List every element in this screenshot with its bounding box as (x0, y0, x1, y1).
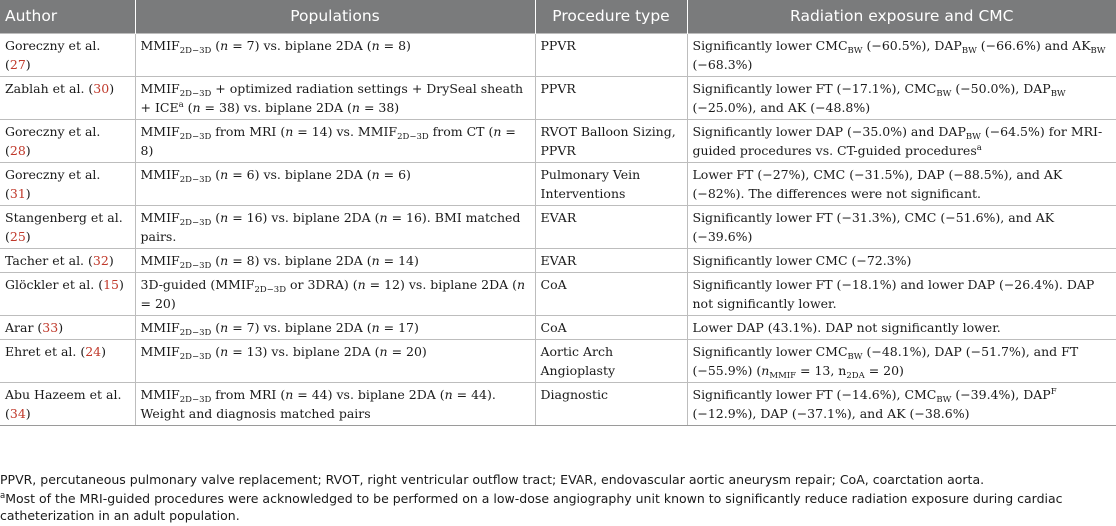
text-run: = 6) (379, 167, 411, 182)
author-cell (0, 273, 135, 316)
paren: ( (5, 57, 10, 72)
text-run: = 12) vs. biplane 2DA ( (365, 277, 518, 292)
paren: ( (76, 344, 86, 359)
radiation-exposure-cell (687, 340, 1116, 383)
text-run: n (379, 210, 388, 225)
radiation-exposure-cell (687, 383, 1116, 426)
table-row (0, 206, 1116, 249)
text-run: MMIF (140, 81, 180, 96)
populations-cell (135, 120, 535, 163)
text-run: n (351, 100, 360, 115)
table-row (0, 77, 1116, 120)
radiation-exposure-cell (687, 316, 1116, 340)
populations-cell (135, 163, 535, 206)
reference-link[interactable]: 25 (9, 229, 26, 244)
text-run: MMIF (140, 344, 180, 359)
text-run: n (493, 124, 502, 139)
text-run: = 7) vs. biplane 2DA ( (228, 320, 372, 335)
populations-cell (135, 206, 535, 249)
text-run: (−48.1%), DAP (−51.7%), and FT (−55.9%) ( (692, 344, 1079, 378)
text-run: n (220, 38, 229, 53)
paren: ) (25, 186, 31, 201)
text-run: n (220, 167, 229, 182)
text-run: = 20) (387, 344, 427, 359)
populations-cell (135, 273, 535, 316)
table-row (0, 340, 1116, 383)
text-run: Lower FT (−27%), CMC (−31.5%), DAP (−88.5%), and AK (−82%). The differences were not significant. (692, 167, 1063, 201)
reference-link[interactable]: 30 (93, 81, 110, 96)
radiation-exposure-cell (687, 163, 1116, 206)
paren: ) (101, 344, 107, 359)
reference-link[interactable]: 31 (9, 186, 26, 201)
text-run: n (371, 320, 380, 335)
author-name: Arar (5, 320, 34, 335)
text-run: Lower DAP (43.1%). DAP not significantly lower. (692, 320, 1001, 335)
paren: ) (119, 277, 124, 292)
paren: ) (25, 406, 31, 421)
radiation-exposure-cell (687, 34, 1116, 77)
text-run: = 17) (379, 320, 419, 335)
text-run: (−25.0%), and AK (−48.8%) (692, 100, 871, 115)
text-run: n (285, 387, 294, 402)
text-run: n (220, 320, 229, 335)
text-run: n (379, 344, 388, 359)
author-name: Ehret et al. (5, 344, 77, 359)
procedure-type-cell: CoA (535, 316, 687, 340)
text-run: = 13, n (796, 363, 847, 378)
subscript: BW (961, 46, 977, 56)
text-run: Significantly lower FT (−14.6%), CMC (692, 387, 937, 402)
header-radiation-exposure: Radiation exposure and CMC (687, 0, 1116, 34)
header-populations: Populations (135, 0, 535, 34)
text-run: = 16). BMI matched pairs. (140, 210, 521, 244)
text-run: MMIF (140, 167, 180, 182)
text-run: n (285, 124, 294, 139)
text-run: ( (211, 167, 221, 182)
reference-link[interactable]: 32 (92, 253, 109, 268)
text-run: Significantly lower FT (−31.3%), CMC (−51.6%), and AK (−39.6%) (692, 210, 1055, 244)
text-run: n (220, 210, 229, 225)
text-run: (−66.6%) and AK (976, 38, 1091, 53)
reference-link[interactable]: 33 (42, 320, 59, 335)
text-run: = 44) vs. biplane 2DA ( (293, 387, 445, 402)
subscript: 2D−3D (179, 46, 212, 56)
table-row (0, 163, 1116, 206)
author-cell (0, 383, 135, 426)
author-name: Tacher et al. (5, 253, 85, 268)
author-cell (0, 316, 135, 340)
text-run: (−12.9%), DAP (−37.1%), and AK (−38.6%) (692, 406, 970, 421)
subscript: BW (965, 132, 981, 142)
table-row (0, 34, 1116, 77)
author-name: Goreczny et al. (5, 38, 101, 53)
text-run: = 20) (140, 296, 176, 311)
procedure-type-cell: PPVR (535, 34, 687, 77)
text-run: n (192, 100, 201, 115)
text-run: = 8) vs. biplane 2DA ( (228, 253, 372, 268)
author-cell (0, 163, 135, 206)
header-procedure-type: Procedure type (535, 0, 687, 34)
text-run: from MRI ( (211, 124, 286, 139)
author-name: Goreczny et al. (5, 124, 101, 139)
radiation-exposure-cell (687, 249, 1116, 273)
text-run: Significantly lower CMC (692, 38, 848, 53)
text-run: n (761, 363, 770, 378)
paren: ) (109, 81, 115, 96)
table-row (0, 249, 1116, 273)
procedure-type-cell: EVAR (535, 206, 687, 249)
populations-cell (135, 34, 535, 77)
paren: ) (58, 320, 64, 335)
abbreviations-note: PPVR, percutaneous pulmonary valve replacement; RVOT, right ventricular outflow tract; EVAR, endovascular aortic aneurysm repair; CoA, coarctation aorta. (0, 472, 985, 487)
table-row (0, 120, 1116, 163)
author-name: Glöckler et al. (5, 277, 95, 292)
subscript: BW (1050, 89, 1066, 99)
text-run: Significantly lower DAP (−35.0%) and DAP (692, 124, 966, 139)
author-cell (0, 206, 135, 249)
text-run: ( (211, 210, 221, 225)
text-run: ( (211, 253, 221, 268)
text-run: (−68.3%) (692, 57, 753, 72)
text-run: Significantly lower FT (−18.1%) and lower DAP (−26.4%). DAP not significantly lower. (692, 277, 1095, 311)
paren: ( (94, 277, 104, 292)
subscript: 2D−3D (179, 132, 212, 142)
subscript: 2D−3D (179, 328, 212, 338)
author-name: Goreczny et al. (5, 167, 101, 182)
paren: ( (5, 406, 10, 421)
text-run: = 8) (379, 38, 411, 53)
text-run: n (371, 253, 380, 268)
text-run: n (371, 167, 380, 182)
populations-cell (135, 249, 535, 273)
text-run: Significantly lower CMC (692, 344, 848, 359)
text-run: = 16) vs. biplane 2DA ( (228, 210, 380, 225)
paren: ) (25, 143, 31, 158)
text-run: n (357, 277, 366, 292)
procedure-type-cell: PPVR (535, 77, 687, 120)
footnote-a-marker: a (0, 491, 6, 501)
paren: ( (84, 81, 94, 96)
subscript: BW (936, 89, 952, 99)
subscript: 2D−3D (179, 89, 212, 99)
populations-cell (135, 316, 535, 340)
procedure-type-cell: EVAR (535, 249, 687, 273)
author-cell (0, 77, 135, 120)
subscript: 2D−3D (179, 395, 212, 405)
author-cell (0, 34, 135, 77)
text-run: MMIF (140, 253, 180, 268)
text-run: = 20) (864, 363, 904, 378)
text-run: MMIF (140, 320, 180, 335)
procedure-type-cell: RVOT Balloon Sizing, PPVR (535, 120, 687, 163)
text-run: ( (183, 100, 193, 115)
reference-link[interactable]: 24 (85, 344, 102, 359)
author-cell (0, 249, 135, 273)
paren: ) (25, 57, 31, 72)
text-run: ( (211, 344, 221, 359)
subscript: BW (1090, 46, 1106, 56)
superscript: F (1050, 387, 1057, 397)
text-run: (−64.5%) for MRI-guided procedures vs. CT-guided procedures (692, 124, 1103, 158)
footnote-a-text: Most of the MRI-guided procedures were acknowledged to be performed on a low-dose angiography unit known to significantly reduce radiation exposure during cardiac catheterization in an adult population. (0, 491, 1063, 523)
table-footnotes (0, 471, 1116, 524)
text-run: from CT ( (428, 124, 494, 139)
subscript: 2D−3D (397, 132, 429, 142)
subscript: BW (936, 395, 952, 405)
text-run: or 3DRA) ( (286, 277, 358, 292)
author-name: Zablah et al. (5, 81, 85, 96)
footnote-a (0, 490, 1116, 524)
paren: ) (108, 253, 114, 268)
paren: ( (84, 253, 93, 268)
text-run: = 14) (379, 253, 419, 268)
text-run: ( (211, 320, 221, 335)
text-run: = 8) (140, 124, 516, 158)
text-run: (−50.0%), DAP (951, 81, 1051, 96)
text-run: = 44). Weight and diagnosis matched pairs (140, 387, 496, 421)
table-row (0, 316, 1116, 340)
subscript: BW (847, 46, 863, 56)
procedure-type-cell: CoA (535, 273, 687, 316)
radiation-exposure-cell (687, 77, 1116, 120)
author-name: Abu Hazeem et al. (5, 387, 122, 402)
populations-cell (135, 340, 535, 383)
text-run: n (517, 277, 526, 292)
procedure-type-cell: Pulmonary Vein Interventions (535, 163, 687, 206)
radiation-exposure-cell (687, 273, 1116, 316)
text-run: (−60.5%), DAP (862, 38, 962, 53)
subscript: 2DA (846, 371, 865, 381)
reference-link[interactable]: 28 (9, 143, 26, 158)
text-run: MMIF (140, 124, 180, 139)
author-cell (0, 120, 135, 163)
paren: ( (5, 229, 10, 244)
subscript: 2D−3D (179, 352, 212, 362)
paren: ( (33, 320, 43, 335)
reference-link[interactable]: 27 (9, 57, 26, 72)
text-run: = 14) vs. MMIF (293, 124, 398, 139)
paren: ( (5, 186, 10, 201)
text-run: MMIF (140, 387, 180, 402)
populations-cell (135, 383, 535, 426)
text-run: n (220, 344, 229, 359)
text-run: = 38) (359, 100, 400, 115)
text-run: + optimized radiation settings + DrySeal sheath + ICE (140, 81, 524, 115)
text-run: = 6) vs. biplane 2DA ( (228, 167, 372, 182)
subscript: 2D−3D (179, 175, 212, 185)
superscript: a (178, 100, 184, 110)
table-row (0, 273, 1116, 316)
subscript: MMIF (769, 371, 797, 381)
subscript: 2D−3D (254, 285, 287, 295)
text-run: n (444, 387, 453, 402)
text-run: = 38) vs. biplane 2DA ( (200, 100, 352, 115)
text-run: = 13) vs. biplane 2DA ( (228, 344, 380, 359)
radiation-exposure-cell (687, 206, 1116, 249)
text-run: from MRI ( (211, 387, 286, 402)
subscript: 2D−3D (179, 218, 212, 228)
subscript: 2D−3D (179, 261, 212, 271)
text-run: n (220, 253, 229, 268)
text-run: (−39.4%), DAP (951, 387, 1051, 402)
text-run: ( (211, 38, 221, 53)
table-row (0, 383, 1116, 426)
text-run: 3D-guided (MMIF (140, 277, 255, 292)
paren: ) (25, 229, 31, 244)
text-run: MMIF (140, 210, 180, 225)
text-run: = 7) vs. biplane 2DA ( (228, 38, 372, 53)
reference-link[interactable]: 15 (103, 277, 120, 292)
text-run: n (371, 38, 380, 53)
subscript: BW (847, 352, 863, 362)
author-cell (0, 340, 135, 383)
reference-link[interactable]: 34 (9, 406, 26, 421)
paren: ( (5, 143, 10, 158)
author-name: Stangenberg et al. (5, 210, 123, 225)
procedure-type-cell: Diagnostic (535, 383, 687, 426)
text-run: Significantly lower FT (−17.1%), CMC (692, 81, 937, 96)
procedure-type-cell: Aortic Arch Angioplasty (535, 340, 687, 383)
text-run: MMIF (140, 38, 180, 53)
populations-cell (135, 77, 535, 120)
header-author: Author (0, 0, 135, 34)
table-header-row (0, 0, 1116, 34)
text-run: Significantly lower CMC (−72.3%) (692, 253, 912, 268)
superscript: a (976, 143, 982, 153)
radiation-exposure-cell (687, 120, 1116, 163)
